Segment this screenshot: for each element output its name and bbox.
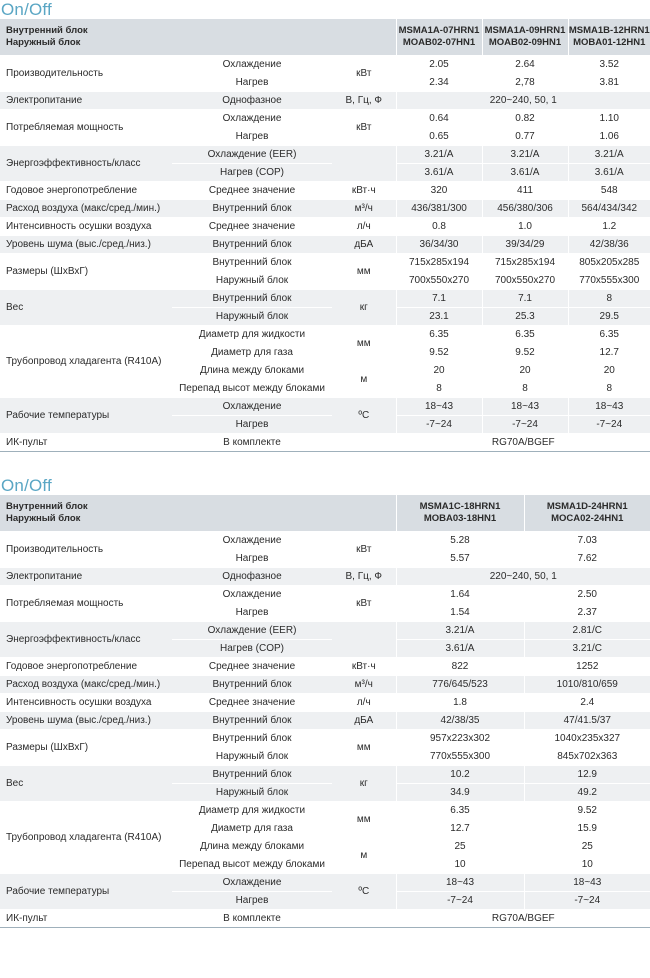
row-label: Годовое энергопотребление — [0, 182, 172, 200]
spec-section — [0, 476, 650, 928]
value-cell: 8 — [396, 380, 482, 398]
table-row — [0, 56, 650, 74]
unit-cell — [332, 434, 396, 452]
model-column-header — [396, 495, 524, 532]
value-cell: 20 — [482, 362, 568, 380]
row-label: Потребляемая мощность — [0, 586, 172, 622]
unit-cell: кг — [332, 290, 396, 326]
value-cell: 0.77 — [482, 128, 568, 146]
row-label: Размеры (ШхВхГ) — [0, 730, 172, 766]
row-label: ИК-пульт — [0, 910, 172, 928]
row-label: Вес — [0, 766, 172, 802]
model-column-header — [482, 19, 568, 56]
table-row — [0, 910, 650, 928]
sub-label: Нагрев — [172, 128, 332, 146]
sub-label: Диаметр для газа — [172, 344, 332, 362]
value-cell: 3.61/A — [482, 164, 568, 182]
row-label: Уровень шума (выс./сред./низ.) — [0, 236, 172, 254]
unit-cell: В, Гц, Ф — [332, 568, 396, 586]
indoor-model: MSMA1D-24HRN1 — [546, 501, 628, 512]
sub-label: Перепад высот между блоками — [172, 380, 332, 398]
sub-label: Охлаждение — [172, 398, 332, 416]
value-cell: 3.52 — [568, 56, 650, 74]
value-cell: 0.64 — [396, 110, 482, 128]
sub-label: Охлаждение — [172, 874, 332, 892]
row-label: Рабочие температуры — [0, 398, 172, 434]
sub-label: Диаметр для жидкости — [172, 802, 332, 820]
row-label: Энергоэффективность/класс — [0, 146, 172, 182]
value-cell: 700x550x270 — [482, 272, 568, 290]
row-label: Рабочие температуры — [0, 874, 172, 910]
row-label: Вес — [0, 290, 172, 326]
value-cell: 3.21/A — [396, 622, 524, 640]
table-row — [0, 802, 650, 820]
value-cell: 220~240, 50, 1 — [396, 92, 650, 110]
unit-cell: мм — [332, 254, 396, 290]
table-row — [0, 874, 650, 892]
table-row — [0, 146, 650, 164]
row-label: Электропитание — [0, 92, 172, 110]
value-cell: 0.8 — [396, 218, 482, 236]
header-label — [0, 495, 396, 532]
value-cell: 23.1 — [396, 308, 482, 326]
table-row — [0, 218, 650, 236]
value-cell: 20 — [396, 362, 482, 380]
unit-cell: ºС — [332, 398, 396, 434]
sub-label: Однофазное — [172, 92, 332, 110]
outdoor-model: MOCA02-24HN1 — [551, 513, 624, 524]
unit-cell: л/ч — [332, 218, 396, 236]
value-cell: 12.7 — [396, 820, 524, 838]
value-cell: RG70A/BGEF — [396, 434, 650, 452]
value-cell: 770x555x300 — [396, 748, 524, 766]
sub-label: Наружный блок — [172, 308, 332, 326]
table-row — [0, 568, 650, 586]
value-cell: 18~43 — [396, 874, 524, 892]
sub-label: Среднее значение — [172, 182, 332, 200]
model-column-header — [524, 495, 650, 532]
value-cell: 18~43 — [396, 398, 482, 416]
value-cell: 8 — [482, 380, 568, 398]
value-cell: 34.9 — [396, 784, 524, 802]
value-cell: 1.2 — [568, 218, 650, 236]
unit-cell: кВт — [332, 110, 396, 146]
table-row — [0, 694, 650, 712]
value-cell: 18~43 — [524, 874, 650, 892]
sub-label: Охлаждение (EER) — [172, 146, 332, 164]
table-row — [0, 110, 650, 128]
value-cell: 564/434/342 — [568, 200, 650, 218]
value-cell: 12.9 — [524, 766, 650, 784]
sub-label: Наружный блок — [172, 272, 332, 290]
sub-label: Нагрев — [172, 892, 332, 910]
value-cell: 20 — [568, 362, 650, 380]
unit-cell: л/ч — [332, 694, 396, 712]
spec-section — [0, 0, 650, 452]
sub-label: Внутренний блок — [172, 676, 332, 694]
unit-cell: дБА — [332, 712, 396, 730]
value-cell: 2.34 — [396, 74, 482, 92]
table-row — [0, 586, 650, 604]
sub-label: Длина между блоками — [172, 838, 332, 856]
value-cell: 10 — [396, 856, 524, 874]
value-cell: 411 — [482, 182, 568, 200]
value-cell: 2.81/C — [524, 622, 650, 640]
sub-label: Однофазное — [172, 568, 332, 586]
value-cell: 42/38/35 — [396, 712, 524, 730]
sub-label: В комплекте — [172, 910, 332, 928]
section-title: On/Off — [1, 0, 52, 19]
unit-cell: дБА — [332, 236, 396, 254]
value-cell: 7.1 — [482, 290, 568, 308]
sub-label: Охлаждение — [172, 110, 332, 128]
sub-label: Нагрев — [172, 550, 332, 568]
row-label: Производительность — [0, 56, 172, 92]
sub-label: Внутренний блок — [172, 730, 332, 748]
sub-label: Нагрев — [172, 416, 332, 434]
table-row — [0, 398, 650, 416]
outdoor-model: MOBA03-18HN1 — [423, 513, 497, 524]
model-column-header — [568, 19, 650, 56]
value-cell: 2.05 — [396, 56, 482, 74]
table-row — [0, 712, 650, 730]
value-cell: 7.1 — [396, 290, 482, 308]
value-cell: 776/645/523 — [396, 676, 524, 694]
value-cell: 1.10 — [568, 110, 650, 128]
value-cell: 9.52 — [482, 344, 568, 362]
sub-label: Перепад высот между блоками — [172, 856, 332, 874]
table-row — [0, 182, 650, 200]
value-cell: 805x205x285 — [568, 254, 650, 272]
value-cell: -7~24 — [568, 416, 650, 434]
sub-label: Внутренний блок — [172, 200, 332, 218]
value-cell: 320 — [396, 182, 482, 200]
unit-cell: кВт — [332, 56, 396, 92]
value-cell: 1.54 — [396, 604, 524, 622]
unit-cell — [332, 622, 396, 658]
table-row — [0, 622, 650, 640]
header-row — [0, 495, 650, 532]
table-row — [0, 200, 650, 218]
value-cell: 3.21/A — [568, 146, 650, 164]
value-cell: 18~43 — [482, 398, 568, 416]
sub-label: Длина между блоками — [172, 362, 332, 380]
sub-label: Охлаждение — [172, 586, 332, 604]
value-cell: 39/34/29 — [482, 236, 568, 254]
sub-label: Среднее значение — [172, 658, 332, 676]
value-cell: 1.06 — [568, 128, 650, 146]
sub-label: Внутренний блок — [172, 712, 332, 730]
unit-cell: м — [332, 838, 396, 874]
value-cell: 8 — [568, 290, 650, 308]
value-cell: 548 — [568, 182, 650, 200]
value-cell: 3.21/A — [482, 146, 568, 164]
value-cell: 1010/810/659 — [524, 676, 650, 694]
section-spacer — [0, 452, 650, 476]
value-cell: 5.28 — [396, 532, 524, 550]
value-cell: 3.61/A — [568, 164, 650, 182]
model-column-header — [396, 19, 482, 56]
table-row — [0, 290, 650, 308]
value-cell: 1.0 — [482, 218, 568, 236]
row-label: Трубопровод хладагента (R410A) — [0, 326, 172, 398]
value-cell: 456/380/306 — [482, 200, 568, 218]
table-row — [0, 254, 650, 272]
table-row — [0, 676, 650, 694]
unit-cell — [332, 146, 396, 182]
row-label: Годовое энергопотребление — [0, 658, 172, 676]
value-cell: 9.52 — [524, 802, 650, 820]
value-cell: 25 — [396, 838, 524, 856]
value-cell: 3.21/C — [524, 640, 650, 658]
unit-cell: кВт·ч — [332, 182, 396, 200]
row-label: Трубопровод хладагента (R410A) — [0, 802, 172, 874]
unit-cell: мм — [332, 730, 396, 766]
sub-label: Нагрев (COP) — [172, 640, 332, 658]
indoor-model: MSMA1A-07HRN1 — [398, 25, 480, 36]
indoor-model: MSMA1B-12HRN1 — [568, 25, 650, 36]
sub-label: Охлаждение (EER) — [172, 622, 332, 640]
value-cell: 1252 — [524, 658, 650, 676]
sub-label: Внутренний блок — [172, 236, 332, 254]
value-cell: 12.7 — [568, 344, 650, 362]
value-cell: 6.35 — [396, 802, 524, 820]
value-cell: 2.37 — [524, 604, 650, 622]
unit-cell: м³/ч — [332, 200, 396, 218]
outdoor-model: MOAB02-07HN1 — [402, 37, 476, 48]
sub-label: Наружный блок — [172, 784, 332, 802]
header-row — [0, 19, 650, 56]
value-cell: 8 — [568, 380, 650, 398]
table-row — [0, 730, 650, 748]
unit-cell: кг — [332, 766, 396, 802]
unit-cell: мм — [332, 326, 396, 362]
value-cell: -7~24 — [396, 892, 524, 910]
value-cell: 6.35 — [482, 326, 568, 344]
row-label: Потребляемая мощность — [0, 110, 172, 146]
value-cell: 29.5 — [568, 308, 650, 326]
table-row — [0, 766, 650, 784]
value-cell: 1.64 — [396, 586, 524, 604]
outdoor-unit-heading: Наружный блок — [6, 37, 81, 48]
unit-cell: В, Гц, Ф — [332, 92, 396, 110]
row-label: Уровень шума (выс./сред./низ.) — [0, 712, 172, 730]
sub-label: В комплекте — [172, 434, 332, 452]
indoor-unit-heading: Внутренний блок — [6, 25, 88, 36]
sub-label: Внутренний блок — [172, 766, 332, 784]
value-cell: 2,78 — [482, 74, 568, 92]
value-cell: 770x555x300 — [568, 272, 650, 290]
value-cell: -7~24 — [396, 416, 482, 434]
row-label: Энергоэффективность/класс — [0, 622, 172, 658]
value-cell: 1040x235x327 — [524, 730, 650, 748]
sub-label: Нагрев — [172, 604, 332, 622]
sub-label: Нагрев — [172, 74, 332, 92]
table-row — [0, 236, 650, 254]
row-label: Расход воздуха (макс/сред./мин.) — [0, 676, 172, 694]
table-row — [0, 532, 650, 550]
indoor-unit-heading: Внутренний блок — [6, 501, 88, 512]
value-cell: 36/34/30 — [396, 236, 482, 254]
row-label: Размеры (ШхВхГ) — [0, 254, 172, 290]
unit-cell: кВт — [332, 532, 396, 568]
value-cell: 845x702x363 — [524, 748, 650, 766]
row-label: Расход воздуха (макс/сред./мин.) — [0, 200, 172, 218]
sub-label: Нагрев (COP) — [172, 164, 332, 182]
value-cell: 3.21/A — [396, 146, 482, 164]
value-cell: 5.57 — [396, 550, 524, 568]
row-label: Интенсивность осушки воздуха — [0, 218, 172, 236]
value-cell: 6.35 — [568, 326, 650, 344]
unit-cell: кВт·ч — [332, 658, 396, 676]
sub-label: Диаметр для жидкости — [172, 326, 332, 344]
value-cell: 436/381/300 — [396, 200, 482, 218]
value-cell: 957x223x302 — [396, 730, 524, 748]
spec-table — [0, 19, 650, 452]
sub-label: Внутренний блок — [172, 254, 332, 272]
value-cell: 220~240, 50, 1 — [396, 568, 650, 586]
value-cell: 2.4 — [524, 694, 650, 712]
value-cell: 822 — [396, 658, 524, 676]
sub-label: Среднее значение — [172, 694, 332, 712]
value-cell: 7.03 — [524, 532, 650, 550]
sub-label: Охлаждение — [172, 532, 332, 550]
sub-label: Внутренний блок — [172, 290, 332, 308]
value-cell: 18~43 — [568, 398, 650, 416]
value-cell: 2.50 — [524, 586, 650, 604]
unit-cell: мм — [332, 802, 396, 838]
value-cell: 10.2 — [396, 766, 524, 784]
value-cell: 42/38/36 — [568, 236, 650, 254]
value-cell: 49.2 — [524, 784, 650, 802]
outdoor-model: MOBA01-12HN1 — [573, 37, 646, 48]
value-cell: RG70A/BGEF — [396, 910, 650, 928]
value-cell: 25.3 — [482, 308, 568, 326]
spec-table — [0, 495, 650, 928]
unit-cell: м³/ч — [332, 676, 396, 694]
unit-cell: кВт — [332, 586, 396, 622]
unit-cell: ºС — [332, 874, 396, 910]
row-label: ИК-пульт — [0, 434, 172, 452]
section-title: On/Off — [1, 476, 52, 495]
value-cell: 0.82 — [482, 110, 568, 128]
sub-label: Наружный блок — [172, 748, 332, 766]
header-label — [0, 19, 396, 56]
value-cell: 15.9 — [524, 820, 650, 838]
value-cell: 9.52 — [396, 344, 482, 362]
value-cell: 700x550x270 — [396, 272, 482, 290]
value-cell: 3.81 — [568, 74, 650, 92]
sub-label: Охлаждение — [172, 56, 332, 74]
row-label: Производительность — [0, 532, 172, 568]
indoor-model: MSMA1A-09HRN1 — [484, 25, 566, 36]
sub-label: Среднее значение — [172, 218, 332, 236]
value-cell: 6.35 — [396, 326, 482, 344]
value-cell: 2.64 — [482, 56, 568, 74]
table-row — [0, 326, 650, 344]
value-cell: 3.61/A — [396, 164, 482, 182]
value-cell: -7~24 — [482, 416, 568, 434]
value-cell: 10 — [524, 856, 650, 874]
value-cell: 25 — [524, 838, 650, 856]
table-row — [0, 92, 650, 110]
sub-label: Диаметр для газа — [172, 820, 332, 838]
outdoor-model: MOAB02-09HN1 — [488, 37, 562, 48]
value-cell: -7~24 — [524, 892, 650, 910]
value-cell: 7.62 — [524, 550, 650, 568]
unit-cell — [332, 910, 396, 928]
unit-cell: м — [332, 362, 396, 398]
value-cell: 1.8 — [396, 694, 524, 712]
table-row — [0, 658, 650, 676]
value-cell: 715x285x194 — [482, 254, 568, 272]
row-label: Электропитание — [0, 568, 172, 586]
row-label: Интенсивность осушки воздуха — [0, 694, 172, 712]
value-cell: 3.61/A — [396, 640, 524, 658]
table-row — [0, 434, 650, 452]
value-cell: 0.65 — [396, 128, 482, 146]
indoor-model: MSMA1C-18HRN1 — [419, 501, 501, 512]
value-cell: 715x285x194 — [396, 254, 482, 272]
value-cell: 47/41.5/37 — [524, 712, 650, 730]
outdoor-unit-heading: Наружный блок — [6, 513, 81, 524]
